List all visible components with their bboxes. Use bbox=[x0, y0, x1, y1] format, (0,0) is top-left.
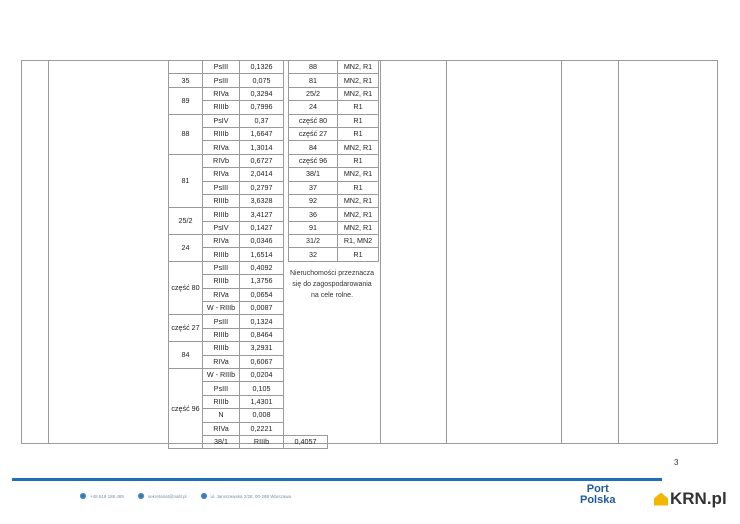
parcel-number: 32 bbox=[289, 248, 338, 261]
table-row bbox=[289, 248, 379, 261]
table-row bbox=[289, 181, 379, 194]
table-row bbox=[289, 74, 379, 87]
area-value: 1,6514 bbox=[240, 248, 284, 261]
table-row bbox=[289, 208, 379, 221]
table-row bbox=[289, 154, 379, 167]
soil-class: RIVa bbox=[203, 141, 240, 154]
area-value: 0,0346 bbox=[240, 235, 284, 248]
parcel-number: 91 bbox=[289, 221, 338, 234]
soil-class: RIVa bbox=[203, 168, 240, 181]
soil-class: RIIIb bbox=[240, 435, 284, 448]
area-value: 0,4092 bbox=[240, 261, 284, 274]
area-value: 2,0414 bbox=[240, 168, 284, 181]
parcel-number: część 96 bbox=[169, 368, 203, 448]
soil-class: RIIIb bbox=[203, 208, 240, 221]
area-value: 0,008 bbox=[240, 409, 284, 422]
area-value: 0,4057 bbox=[284, 435, 328, 448]
area-value: 0,1326 bbox=[240, 61, 284, 74]
area-value: 0,3294 bbox=[240, 87, 284, 100]
soil-class: RIIIb bbox=[203, 248, 240, 261]
area-value: 3,4127 bbox=[240, 208, 284, 221]
table-row bbox=[289, 141, 379, 154]
parcel-number: 35 bbox=[169, 74, 203, 87]
parcel-number: 25/2 bbox=[289, 87, 338, 100]
table-row bbox=[289, 127, 379, 140]
footer-contact bbox=[80, 493, 291, 499]
soil-class: PsIV bbox=[203, 114, 240, 127]
parcel-number bbox=[169, 61, 203, 74]
zoning-designation: R1, MN2 bbox=[338, 235, 379, 248]
soil-class: PsIV bbox=[203, 221, 240, 234]
parcel-number: 38/1 bbox=[289, 168, 338, 181]
krn-watermark: KRN.pl bbox=[654, 489, 727, 509]
soil-class: PsIII bbox=[203, 261, 240, 274]
parcel-number: 88 bbox=[169, 114, 203, 154]
soil-class: PsIII bbox=[203, 315, 240, 328]
soil-class: N bbox=[203, 409, 240, 422]
zoning-designation: R1 bbox=[338, 154, 379, 167]
port-polska-logo: Port Polska bbox=[580, 483, 616, 506]
zoning-designation: R1 bbox=[338, 101, 379, 114]
table-row bbox=[169, 368, 328, 381]
parcel-number: 84 bbox=[169, 342, 203, 369]
mail-icon bbox=[138, 493, 144, 499]
area-value: 0,1427 bbox=[240, 221, 284, 234]
column-divider bbox=[48, 60, 49, 444]
soil-class: RIVb bbox=[203, 154, 240, 167]
parcel-number: część 80 bbox=[289, 114, 338, 127]
area-value: 0,7996 bbox=[240, 101, 284, 114]
area-value: 0,37 bbox=[240, 114, 284, 127]
area-value: 0,0204 bbox=[240, 368, 284, 381]
zoning-designation: MN2, R1 bbox=[338, 61, 379, 74]
area-value: 1,3014 bbox=[240, 141, 284, 154]
zoning-designation: MN2, R1 bbox=[338, 87, 379, 100]
area-value: 0,0087 bbox=[240, 302, 284, 315]
area-value: 3,6328 bbox=[240, 194, 284, 207]
table-row bbox=[289, 101, 379, 114]
zoning-designation: MN2, R1 bbox=[338, 208, 379, 221]
area-value: 0,105 bbox=[240, 382, 284, 395]
footer-divider bbox=[12, 478, 662, 481]
parcel-number: część 27 bbox=[289, 127, 338, 140]
soil-class: RIIIb bbox=[203, 342, 240, 355]
parcel-number: część 96 bbox=[289, 154, 338, 167]
area-value: 1,3756 bbox=[240, 275, 284, 288]
location-icon bbox=[201, 493, 207, 499]
table-row bbox=[289, 114, 379, 127]
zoning-designation: R1 bbox=[338, 127, 379, 140]
parcel-number: 88 bbox=[289, 61, 338, 74]
parcel-number: 36 bbox=[289, 208, 338, 221]
parcel-number: część 80 bbox=[169, 261, 203, 315]
area-value: 3,2931 bbox=[240, 342, 284, 355]
column-divider bbox=[618, 60, 619, 444]
soil-class: RIVa bbox=[203, 288, 240, 301]
area-value: 0,075 bbox=[240, 74, 284, 87]
table-row bbox=[289, 221, 379, 234]
parcel-number: 84 bbox=[289, 141, 338, 154]
zoning-designation: MN2, R1 bbox=[338, 194, 379, 207]
parcel-number: 24 bbox=[169, 235, 203, 262]
soil-class: RIIIb bbox=[203, 275, 240, 288]
soil-class: RIIIb bbox=[203, 328, 240, 341]
parcel-number: 25/2 bbox=[169, 208, 203, 235]
parcel-number: 38/1 bbox=[203, 435, 240, 448]
page-number: 3 bbox=[674, 458, 679, 467]
soil-class: RIIIb bbox=[203, 194, 240, 207]
phone-icon bbox=[80, 493, 86, 499]
area-value: 0,6727 bbox=[240, 154, 284, 167]
soil-class: RIIIb bbox=[203, 127, 240, 140]
column-divider bbox=[446, 60, 447, 444]
soil-class: PsIII bbox=[203, 382, 240, 395]
parcel-number: 92 bbox=[289, 194, 338, 207]
parcel-number: 81 bbox=[169, 154, 203, 208]
zoning-designation: MN2, R1 bbox=[338, 74, 379, 87]
parcel-number: 81 bbox=[289, 74, 338, 87]
soil-class: RIVa bbox=[203, 235, 240, 248]
soil-class: RIIIb bbox=[203, 101, 240, 114]
table-row bbox=[289, 194, 379, 207]
table-row bbox=[289, 168, 379, 181]
parcel-number: 31/2 bbox=[289, 235, 338, 248]
column-divider bbox=[380, 60, 381, 444]
area-value: 0,8464 bbox=[240, 328, 284, 341]
parcel-number: 37 bbox=[289, 181, 338, 194]
soil-class: RIVa bbox=[203, 87, 240, 100]
zoning-designation: MN2, R1 bbox=[338, 141, 379, 154]
land-use-note: Nieruchomości przeznacza się do zagospodarowania na cele rolne. bbox=[289, 270, 375, 299]
table-row bbox=[169, 342, 328, 355]
zoning-designation: R1 bbox=[338, 248, 379, 261]
column-divider bbox=[561, 60, 562, 444]
area-value: 0,6067 bbox=[240, 355, 284, 368]
parcel-zone-table bbox=[288, 60, 379, 262]
soil-class: RIIIb bbox=[203, 395, 240, 408]
zoning-designation: R1 bbox=[338, 114, 379, 127]
soil-class: PsIII bbox=[203, 74, 240, 87]
footer-email[interactable]: sekretariat@naltl.pl bbox=[138, 493, 187, 499]
area-value: 0,1324 bbox=[240, 315, 284, 328]
footer-address: ul. Jaroszewska 2/28, 00-288 Warszawa bbox=[201, 493, 292, 499]
table-row bbox=[289, 61, 379, 74]
area-value: 0,2797 bbox=[240, 181, 284, 194]
zoning-designation: MN2, R1 bbox=[338, 221, 379, 234]
soil-class: RIVa bbox=[203, 422, 240, 435]
area-value: 0,0654 bbox=[240, 288, 284, 301]
soil-class: PsIII bbox=[203, 181, 240, 194]
parcel-number: 89 bbox=[169, 87, 203, 114]
house-icon bbox=[654, 493, 668, 506]
soil-class: RIVa bbox=[203, 355, 240, 368]
area-value: 0,2221 bbox=[240, 422, 284, 435]
table-row bbox=[289, 87, 379, 100]
table-row bbox=[289, 235, 379, 248]
parcel-number: 24 bbox=[289, 101, 338, 114]
zoning-designation: R1 bbox=[338, 181, 379, 194]
area-value: 1,4301 bbox=[240, 395, 284, 408]
soil-class: W - RIIIb bbox=[203, 368, 240, 381]
zoning-designation: MN2, R1 bbox=[338, 168, 379, 181]
table-row bbox=[169, 315, 328, 328]
parcel-number: część 27 bbox=[169, 315, 203, 342]
soil-class: W - RIIIb bbox=[203, 302, 240, 315]
area-value: 1,6647 bbox=[240, 127, 284, 140]
soil-class: PsIII bbox=[203, 61, 240, 74]
footer-phone: +48 519 188 489 bbox=[80, 493, 124, 499]
